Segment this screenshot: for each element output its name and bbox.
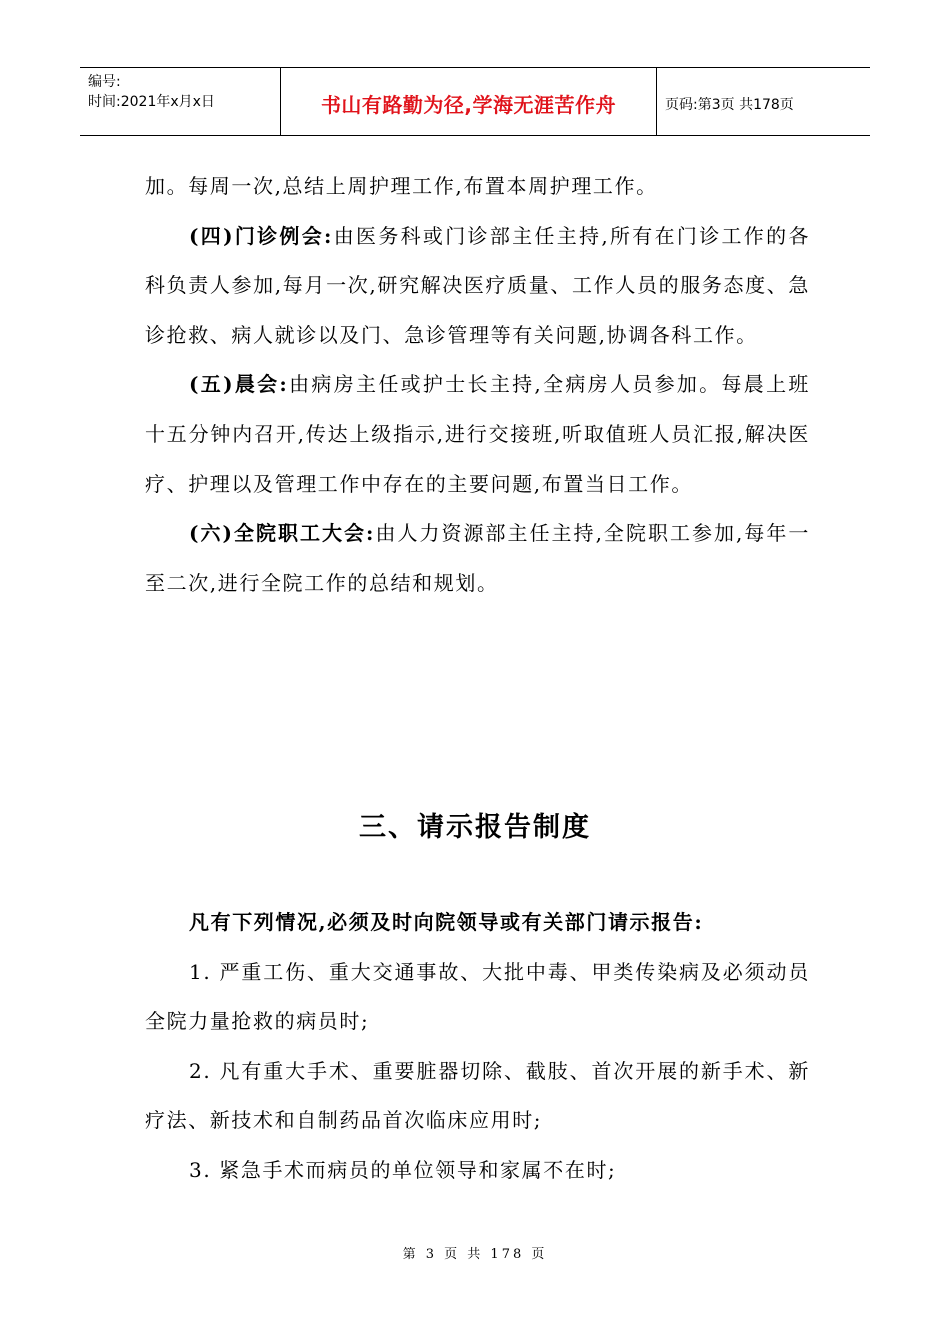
paragraph-outpatient-meeting (145, 212, 810, 361)
paragraph-lead: (五)晨会: (189, 372, 289, 397)
header-motto-cell (281, 68, 657, 135)
paragraph-staff-meeting (145, 509, 810, 608)
paragraph-text: 由病房主任或护士长主持,全病房人员参加。每晨上班十五分钟内召开,传达上级指示,进行交接班,听取值班人员汇报,解决医疗、护理以及管理工作中存在的主要问题,布置当日工作。 (145, 372, 810, 496)
body-content (145, 162, 810, 608)
header-meta-cell (80, 68, 281, 135)
list-item: 3. 紧急手术而病员的单位领导和家属不在时; (189, 1157, 617, 1182)
paragraph-lead: (六)全院职工大会: (189, 521, 376, 546)
document-header (80, 67, 870, 136)
section-intro: 凡有下列情况,必须及时向院领导或有关部门请示报告: (189, 910, 704, 934)
list-item: 2. 凡有重大手术、重要脏器切除、截肢、首次开展的新手术、新疗法、新技术和自制药品首次临床应用时; (145, 1058, 810, 1133)
time-label: 时间:2021年x月x日 (88, 94, 215, 110)
page-info: 页码:第3页 共178页 (665, 96, 794, 113)
list-item: 1. 严重工伤、重大交通事故、大批中毒、甲类传染病及必须动员全院力量抢救的病员时; (145, 959, 810, 1034)
number-label: 编号: (88, 74, 121, 90)
paragraph-lead: (四)门诊例会: (189, 223, 334, 248)
motto-text: 书山有路勤为径,学海无涯苦作舟 (320, 93, 617, 117)
paragraph-morning-meeting (145, 360, 810, 509)
paragraph-continuation: 加。每周一次,总结上周护理工作,布置本周护理工作。 (145, 174, 658, 198)
paragraph-text: 由人力资源部主任主持,全院职工参加,每年一至二次,进行全院工作的总结和规划。 (145, 521, 810, 595)
section-heading: 三、请示报告制度 (359, 812, 591, 843)
header-page-cell (657, 68, 870, 135)
section-content (145, 898, 810, 1196)
paragraph-text: 由医务科或门诊部主任主持,所有在门诊工作的各科负责人参加,每月一次,研究解决医疗质量、工作人员的服务态度、急诊抢救、病人就诊以及门、急诊管理等有关问题,协调各科工作。 (145, 223, 810, 347)
page-footer: 第 3 页 共 178 页 (402, 1247, 548, 1262)
